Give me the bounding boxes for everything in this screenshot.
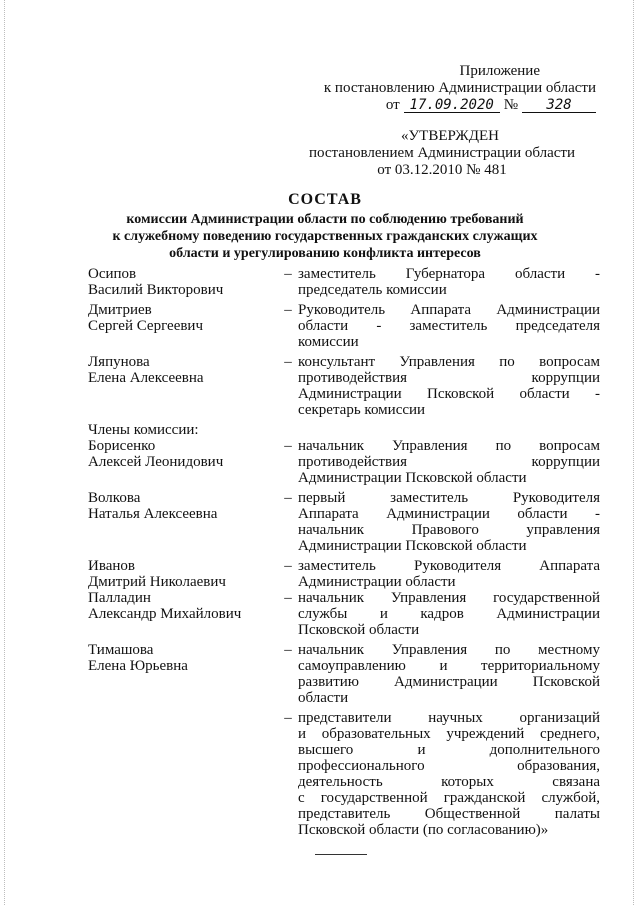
position-line: службы и кадров Администрации [298,606,600,622]
approved-date: от 03.12.2010 № 481 [377,162,507,178]
members-list [88,266,600,838]
approved-title: «УТВЕРЖДЕН [401,128,499,144]
member-row [88,642,600,706]
member-given-names: Сергей Сергеевич [88,318,204,334]
title-sub-2: к служебному поведению государственных гражданских служащих [112,229,538,244]
member-surname: Иванов [88,558,135,574]
member-name [88,490,278,554]
member-position [298,438,600,486]
dash-separator: – [284,266,292,282]
member-surname: Палладин [88,590,151,606]
title-heading: СОСТАВ [288,191,362,208]
position-line: начальник Управления по вопросам [298,438,600,454]
position-line: представители научных организаций [298,710,600,726]
member-given-names: Елена Юрьевна [88,658,188,674]
document-title [90,192,560,263]
position-line: Администрации области [298,574,456,590]
number-sign: № [503,97,518,113]
position-line: представитель Общественной палаты [298,806,600,822]
member-name [88,354,278,418]
position-line: высшего и дополнительного [298,742,600,758]
member-position [298,590,600,638]
position-line: самоуправлению и территориальному [298,658,600,674]
dash-separator: – [284,302,292,318]
dash-separator: – [284,590,292,606]
position-line: начальник Правового управления [298,522,600,538]
position-line: противодействия коррупции [298,370,600,386]
position-line: Администрации Псковской области [298,470,527,486]
member-row [88,266,600,298]
member-surname: Тимашова [88,642,154,658]
position-line: первый заместитель Руководителя [298,490,600,506]
appendix-reference: к постановлению Администрации области [323,80,596,96]
handwritten-date: 17.09.2020 [404,98,500,113]
member-name [88,642,278,706]
position-line: развитию Администрации Псковской [298,674,600,690]
member-surname: Дмитриев [88,302,152,318]
member-given-names: Дмитрий Николаевич [88,574,226,590]
member-given-names: Василий Викторович [88,282,224,298]
member-row [88,438,600,486]
title-sub-1: комиссии Администрации области по соблюдению требований [126,212,524,227]
position-line: консультант Управления по вопросам [298,354,600,370]
dash-separator: – [284,490,292,506]
member-row [88,710,600,838]
member-surname: Борисенко [88,438,156,454]
dash-separator: – [284,710,292,726]
scan-left-edge [4,0,6,905]
position-line: комиссии [298,334,359,350]
appendix-title: Приложение [459,63,540,79]
member-name [88,710,278,838]
approved-by: постановлением Администрации области [308,145,576,161]
member-surname: Осипов [88,266,137,282]
member-surname: Ляпунова [88,354,150,370]
member-given-names: Елена Алексеевна [88,370,204,386]
member-surname: Волкова [88,490,141,506]
member-position [298,266,600,298]
date-prefix: от [385,97,400,113]
position-line: Аппарата Администрации области - [298,506,600,522]
member-given-names: Александр Михайлович [88,606,242,622]
member-row [88,558,600,590]
dash-separator: – [284,642,292,658]
position-line: и образовательных учреждений среднего, [298,726,600,742]
member-row [88,302,600,350]
position-line: области [298,690,349,706]
dash-separator: – [284,354,292,370]
appendix-date-number [266,97,596,114]
member-position [298,710,600,838]
position-line: председатель комиссии [298,282,447,298]
position-line: Руководитель Аппарата Администрации [298,302,600,318]
member-position [298,642,600,706]
member-position [298,558,600,590]
member-name [88,266,278,298]
member-name [88,438,278,486]
position-line: противодействия коррупции [298,454,600,470]
dash-separator: – [284,438,292,454]
member-given-names: Алексей Леонидович [88,454,224,470]
member-position [298,490,600,554]
position-line: начальник Управления государственной [298,590,600,606]
approved-block [292,128,592,179]
position-line: Администрации Псковской области - [298,386,600,402]
position-line: деятельность которых связана [298,774,600,790]
scan-right-edge [633,0,635,905]
position-line: заместитель Руководителя Аппарата [298,558,600,574]
position-line: начальник Управления по местному [298,642,600,658]
position-line: Псковской области (по согласованию)» [298,822,549,838]
member-name [88,590,278,638]
position-line: Администрации Псковской области [298,538,527,554]
member-name [88,302,278,350]
position-line: с государственной гражданской службой, [298,790,600,806]
position-line: области - заместитель председателя [298,318,600,334]
appendix-block [266,63,596,114]
member-row [88,354,600,418]
position-line: профессионального образования, [298,758,600,774]
members-label: Члены комиссии: [88,422,199,438]
handwritten-number: 328 [522,98,596,113]
member-row [88,490,600,554]
position-line: Псковской области [298,622,420,638]
position-line: заместитель Губернатора области - [298,266,600,282]
title-sub-3: области и урегулированию конфликта интересов [169,246,481,261]
member-given-names: Наталья Алексеевна [88,506,218,522]
member-position [298,354,600,418]
dash-separator: – [284,558,292,574]
position-line: секретарь комиссии [298,402,426,418]
member-row [88,590,600,638]
member-position [298,302,600,350]
member-name [88,558,278,590]
end-line [315,854,367,855]
